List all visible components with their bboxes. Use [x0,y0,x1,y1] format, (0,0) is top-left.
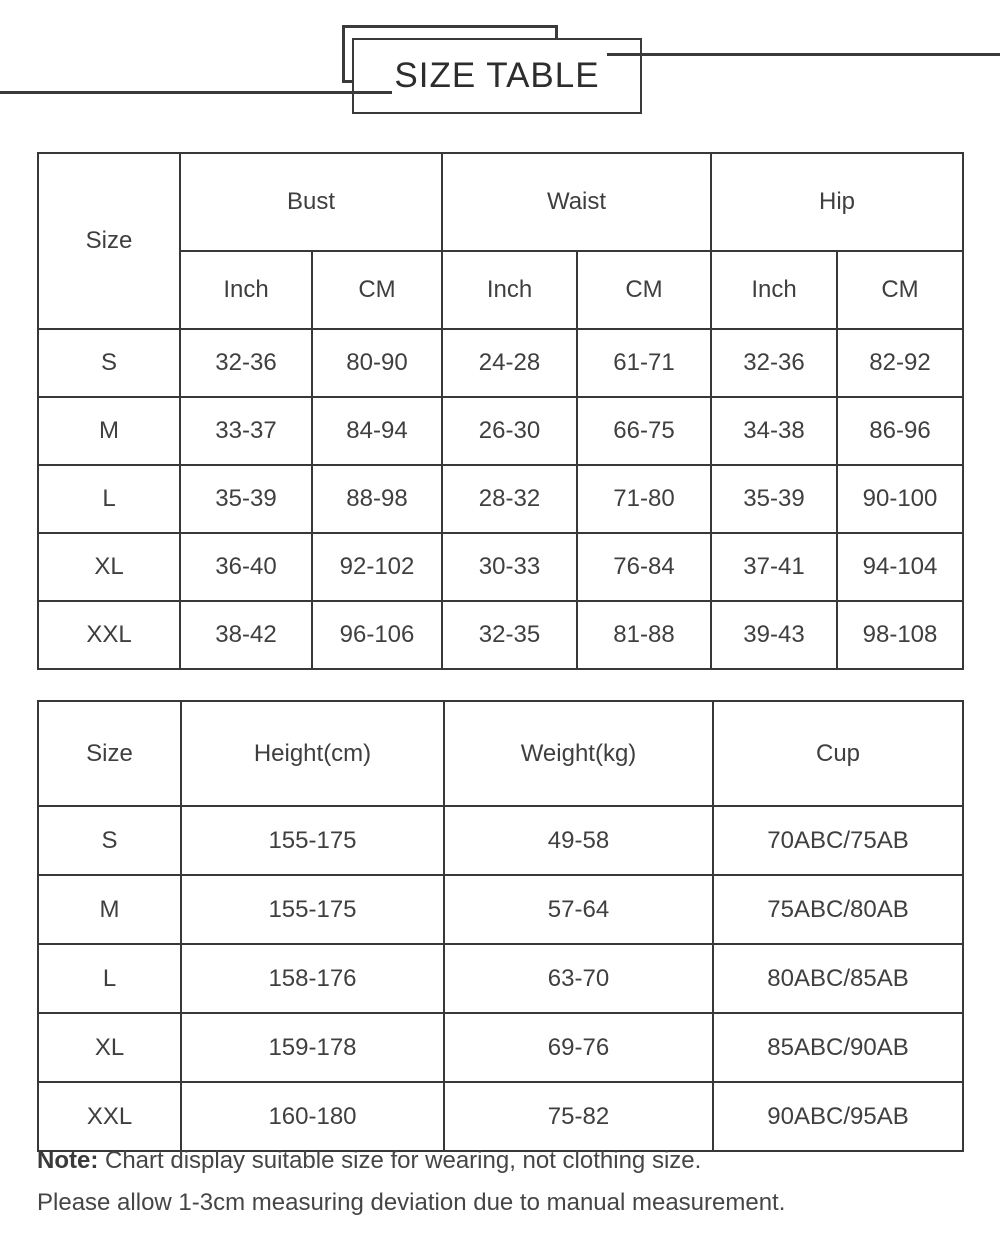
weight-column-header: Weight(kg) [444,701,713,806]
table-cell: 90ABC/95AB [713,1082,963,1151]
size-label-cell: L [38,944,181,1013]
title-box [352,38,642,114]
size-column-header: Size [38,701,181,806]
table-cell: 28-32 [442,465,577,533]
table-cell: 88-98 [312,465,442,533]
table-cell: 94-104 [837,533,963,601]
table-cell: 160-180 [181,1082,444,1151]
unit-header: Inch [180,251,312,329]
table-cell: 96-106 [312,601,442,669]
bust-group-header: Bust [180,153,442,251]
table-cell: 158-176 [181,944,444,1013]
size-label-cell: XXL [38,1082,181,1151]
table-cell: 70ABC/75AB [713,806,963,875]
hip-group-header: Hip [711,153,963,251]
unit-header: CM [577,251,711,329]
cup-column-header: Cup [713,701,963,806]
unit-header: Inch [442,251,577,329]
size-label-cell: XL [38,1013,181,1082]
table-cell: 86-96 [837,397,963,465]
table-row [38,533,963,601]
table-cell: 38-42 [180,601,312,669]
table-cell: 66-75 [577,397,711,465]
table-cell: 57-64 [444,875,713,944]
note [37,1146,977,1230]
table-row [38,465,963,533]
table-cell: 33-37 [180,397,312,465]
table-row [38,601,963,669]
table-header-row [38,153,963,251]
table-cell: 35-39 [180,465,312,533]
table-cell: 24-28 [442,329,577,397]
table-row [38,1082,963,1151]
table-cell: 32-35 [442,601,577,669]
note-label: Note: [37,1147,99,1174]
decor-line-right [607,53,1000,56]
table-cell: 39-43 [711,601,837,669]
page-title: SIZE TABLE [394,56,600,95]
table-cell: 69-76 [444,1013,713,1082]
measurement-table [37,152,964,670]
table-cell: 63-70 [444,944,713,1013]
table-header-row [38,701,963,806]
size-label-cell: S [38,329,180,397]
size-label-cell: S [38,806,181,875]
table-cell: 82-92 [837,329,963,397]
size-label-cell: M [38,875,181,944]
decor-line-left [0,91,392,94]
size-label-cell: M [38,397,180,465]
table-cell: 30-33 [442,533,577,601]
unit-header: CM [312,251,442,329]
size-label-cell: XXL [38,601,180,669]
table-cell: 90-100 [837,465,963,533]
table-row [38,944,963,1013]
table-cell: 32-36 [711,329,837,397]
table-cell: 155-175 [181,875,444,944]
table-cell: 155-175 [181,806,444,875]
table-cell: 32-36 [180,329,312,397]
table-cell: 85ABC/90AB [713,1013,963,1082]
table-cell: 98-108 [837,601,963,669]
table-cell: 37-41 [711,533,837,601]
body-reference-table [37,700,964,1152]
unit-header: CM [837,251,963,329]
table-row [38,806,963,875]
table-row [38,1013,963,1082]
size-column-header: Size [38,153,180,329]
size-label-cell: L [38,465,180,533]
note-line-2: Please allow 1-3cm measuring deviation due to manual measurement. [37,1189,786,1216]
table-cell: 71-80 [577,465,711,533]
note-text-1: Chart display suitable size for wearing, not clothing size. [98,1147,702,1174]
table-cell: 81-88 [577,601,711,669]
table-cell: 75-82 [444,1082,713,1151]
waist-group-header: Waist [442,153,711,251]
table-cell: 34-38 [711,397,837,465]
table-cell: 61-71 [577,329,711,397]
table-cell: 80ABC/85AB [713,944,963,1013]
table-cell: 92-102 [312,533,442,601]
height-column-header: Height(cm) [181,701,444,806]
table-cell: 36-40 [180,533,312,601]
note-line-1 [37,1146,977,1175]
table-row [38,875,963,944]
table-cell: 49-58 [444,806,713,875]
table-cell: 76-84 [577,533,711,601]
size-label-cell: XL [38,533,180,601]
table-cell: 26-30 [442,397,577,465]
table-cell: 80-90 [312,329,442,397]
table-row [38,329,963,397]
table-row [38,397,963,465]
table-cell: 159-178 [181,1013,444,1082]
table-cell: 75ABC/80AB [713,875,963,944]
table-cell: 35-39 [711,465,837,533]
unit-header: Inch [711,251,837,329]
table-cell: 84-94 [312,397,442,465]
